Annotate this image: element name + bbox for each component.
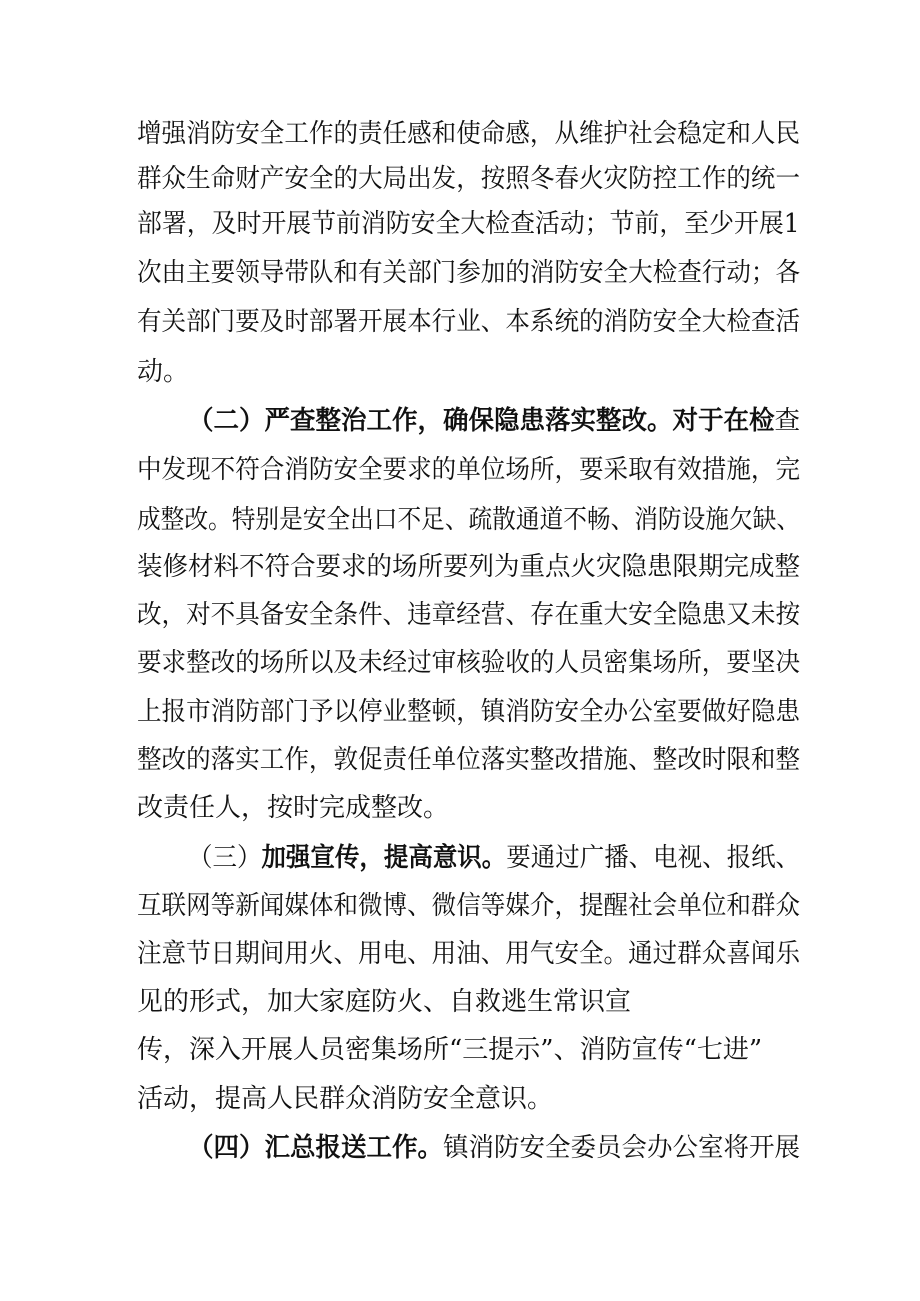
paragraph-3-heading-prefix: （三） [188, 843, 262, 873]
paragraph-3-heading: 加强宣传，提高意识。 [261, 843, 507, 873]
paragraph-3-line-5: 活动，提高人民群众消防安全意识。 [137, 1084, 554, 1114]
paragraph-3-first-line [188, 843, 800, 873]
paragraph-3-line-2: 注意节日期间用火、用电、用油、用气安全。通过群众喜闻乐 [137, 939, 801, 969]
paragraph-2-line-4: 改，对不具备安全条件、违章经营、存在重大安全隐患又未按 [137, 600, 801, 630]
paragraph-2-line-1: 中发现不符合消防安全要求的单位场所，要采取有效措施，完 [137, 455, 801, 485]
paragraph-2-line-3: 装修材料不符合要求的场所要列为重点火灾隐患限期完成整 [137, 552, 801, 582]
paragraph-4-first-line [188, 1133, 800, 1163]
paragraph-1-line-4: 次由主要领导带队和有关部门参加的消防安全大检查行动；各 [137, 258, 801, 288]
paragraph-2-line-2: 成整改。特别是安全出口不足、疏散通道不畅、消防设施欠缺、 [137, 505, 801, 535]
paragraph-2-line-8: 改责任人，按时完成整改。 [137, 793, 450, 823]
paragraph-1-line-1: 增强消防安全工作的责任感和使命感，从维护社会稳定和人民 [137, 119, 801, 149]
paragraph-3-first-line-rest: 要通过广播、电视、报纸、 [506, 843, 801, 873]
paragraph-4-heading: （四）汇总报送工作。 [188, 1133, 444, 1163]
paragraph-4-first-line-rest: 镇消防安全委员会办公室将开展 [443, 1133, 801, 1163]
paragraph-3-line-1: 互联网等新闻媒体和微博、微信等媒介，提醒社会单位和群众 [137, 891, 801, 921]
paragraph-2-first-line [188, 406, 800, 436]
paragraph-3-line-3: 见的形式，加大家庭防火、自救逃生常识宣 [137, 987, 632, 1017]
paragraph-2-heading: （二）严查整治工作，确保隐患落实整改。对于在检 [188, 406, 775, 436]
paragraph-2-first-line-rest: 查 [774, 406, 801, 436]
paragraph-1-line-5: 有关部门要及时部署开展本行业、本系统的消防安全大检查活 [137, 307, 801, 337]
paragraph-1-line-3: 部署，及时开展节前消防安全大检查活动；节前，至少开展1 [137, 209, 800, 239]
paragraph-2-line-6: 上报市消防部门予以停业整顿，镇消防安全办公室要做好隐患 [137, 697, 801, 727]
paragraph-1-line-6: 动。 [137, 357, 190, 387]
paragraph-1-line-2: 群众生命财产安全的大局出发，按照冬春火灾防控工作的统一 [137, 164, 801, 194]
paragraph-3-line-4: 传，深入开展人员密集场所“三提示”、消防宣传“七进” [137, 1035, 763, 1065]
paragraph-2-line-7: 整改的落实工作，敦促责任单位落实整改措施、整改时限和整 [137, 745, 801, 775]
paragraph-2-line-5: 要求整改的场所以及未经过审核验收的人员密集场所，要坚决 [137, 648, 801, 678]
